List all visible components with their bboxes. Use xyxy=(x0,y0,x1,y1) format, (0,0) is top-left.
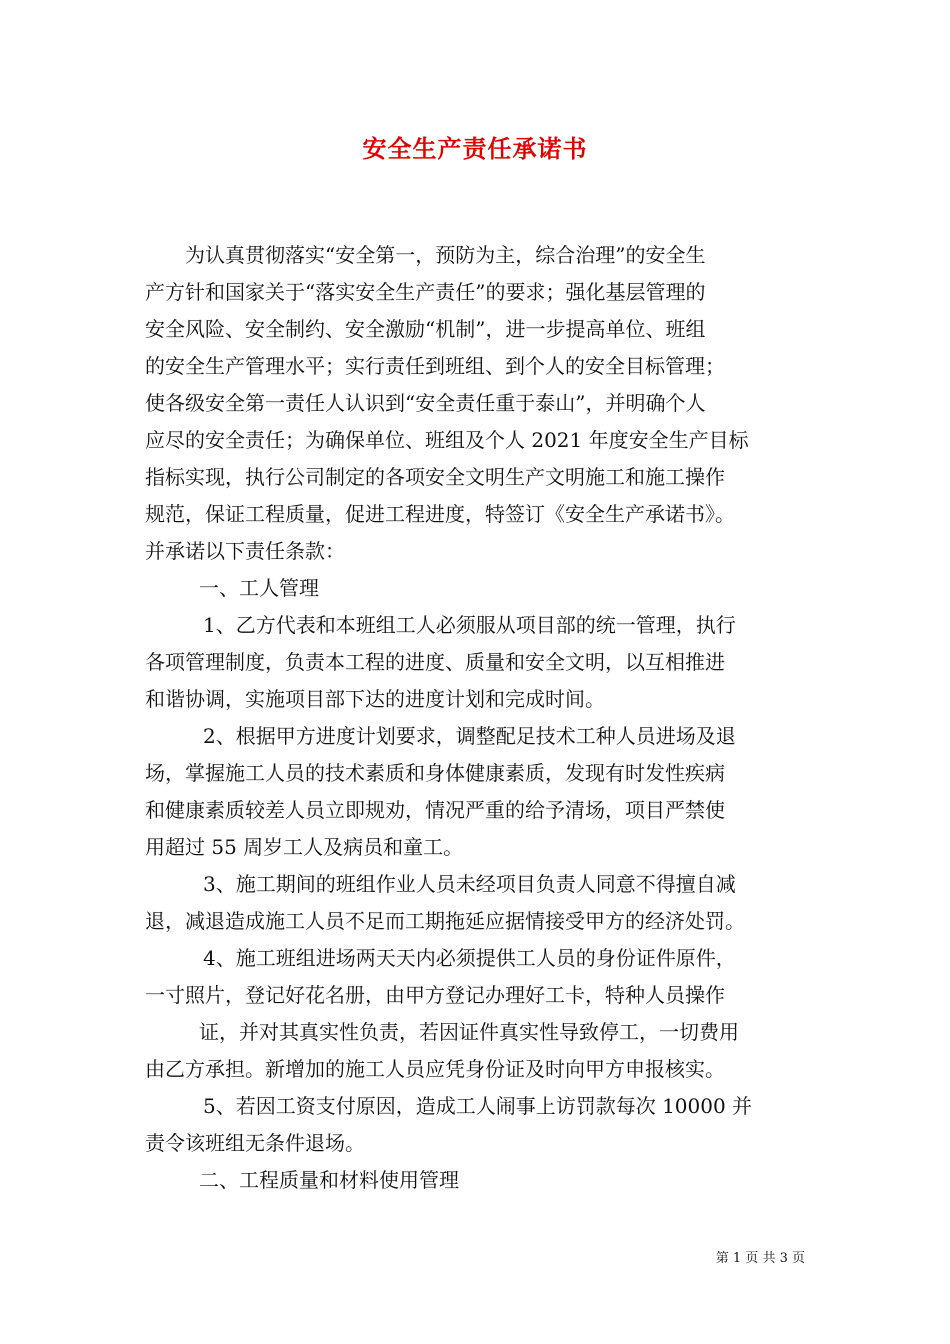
section-heading: 一、工人管理 xyxy=(199,576,319,600)
paragraph-line: 的安全生产管理水平；实行责任到班组、到个人的安全目标管理； xyxy=(145,354,725,378)
clause-line: 5、若因工资支付原因，造成工人闹事上访罚款每次 10000 并 xyxy=(203,1094,753,1118)
clause-line: 退，减退造成施工人员不足而工期拖延应据情接受甲方的经济处罚。 xyxy=(145,909,745,933)
paragraph-line: 使各级安全第一责任人认识到“安全责任重于泰山”，并明确个人 xyxy=(145,391,706,415)
paragraph-line: 应尽的安全责任；为确保单位、班组及个人 2021 年度安全生产目标 xyxy=(145,428,749,452)
section-heading: 二、工程质量和材料使用管理 xyxy=(199,1168,459,1192)
clause-line: 和健康素质较差人员立即规劝，情况严重的给予清场，项目严禁使 xyxy=(145,798,725,822)
document-title: 安全生产责任承诺书 xyxy=(362,134,588,163)
paragraph-line: 安全风险、安全制约、安全激励“机制”，进一步提高单位、班组 xyxy=(145,317,706,341)
clause-line: 责令该班组无条件退场。 xyxy=(145,1131,365,1155)
paragraph-line: 并承诺以下责任条款： xyxy=(145,539,345,563)
paragraph-line: 指标实现，执行公司制定的各项安全文明生产文明施工和施工操作 xyxy=(145,465,725,489)
paragraph-line: 为认真贯彻落实“安全第一，预防为主，综合治理”的安全生 xyxy=(185,243,706,267)
clause-line: 由乙方承担。新增加的施工人员应凭身份证及时向甲方申报核实。 xyxy=(145,1057,725,1081)
document-body xyxy=(145,237,811,1199)
clause-line: 1、乙方代表和本班组工人必须服从项目部的统一管理，执行 xyxy=(203,613,736,637)
page-number-footer: 第 1 页 共 3 页 xyxy=(715,1251,805,1266)
clause-line: 一寸照片，登记好花名册，由甲方登记办理好工卡，特种人员操作 xyxy=(145,983,725,1007)
paragraph-line: 规范，保证工程质量，促进工程进度，特签订《安全生产承诺书》。 xyxy=(145,502,735,526)
paragraph-line: 产方针和国家关于“落实安全生产责任”的要求；强化基层管理的 xyxy=(145,280,706,304)
clause-line: 4、施工班组进场两天天内必须提供工人员的身份证件原件， xyxy=(203,946,736,970)
clause-line: 各项管理制度，负责本工程的进度、质量和安全文明，以互相推进 xyxy=(145,650,725,674)
clause-line: 证，并对其真实性负责，若因证件真实性导致停工，一切费用 xyxy=(199,1020,739,1044)
clause-line: 场，掌握施工人员的技术素质和身体健康素质，发现有时发性疾病 xyxy=(145,761,725,785)
clause-line: 3、施工期间的班组作业人员未经项目负责人同意不得擅自减 xyxy=(203,872,736,896)
clause-line: 和谐协调，实施项目部下达的进度计划和完成时间。 xyxy=(145,687,605,711)
clause-line: 用超过 55 周岁工人及病员和童工。 xyxy=(145,835,464,859)
clause-line: 2、根据甲方进度计划要求，调整配足技术工种人员进场及退 xyxy=(203,724,736,748)
